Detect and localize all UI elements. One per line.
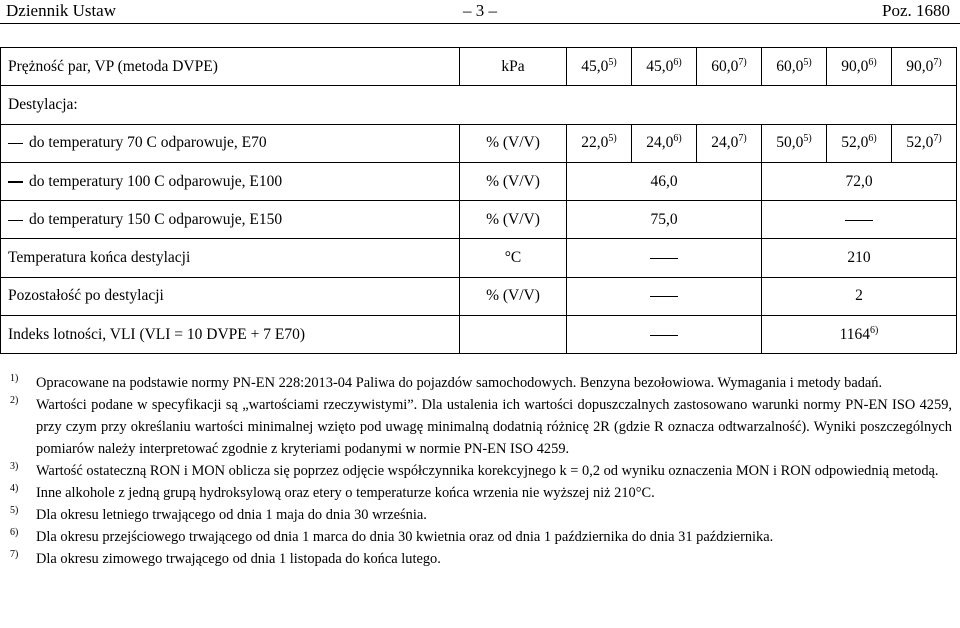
empty-dash xyxy=(650,335,678,336)
empty-dash xyxy=(650,296,678,297)
row-label: do temperatury 70 C odparowuje, E70 xyxy=(1,124,460,162)
value-cell: 75,0 xyxy=(567,201,762,239)
value-cell: 2 xyxy=(762,277,957,315)
footnote-number: 4) xyxy=(10,483,19,494)
footnote-text: Dla okresu letniego trwającego od dnia 1 maja do dnia 30 września. xyxy=(36,507,427,523)
row-unit: % (V/V) xyxy=(460,277,567,315)
footnote-text: Dla okresu przejściowego trwającego od dnia 1 marca do dnia 30 kwietnia oraz od dnia 1 października do dnia 31 października. xyxy=(36,529,774,545)
table-row xyxy=(1,239,957,277)
footnote xyxy=(0,482,960,504)
footnote xyxy=(0,548,960,570)
footnote-number: 3) xyxy=(10,461,19,472)
row-label: Pozostałość po destylacji xyxy=(1,277,460,315)
page-number: – 3 – xyxy=(463,1,497,20)
value-cell: 22,0$^{5)}$ xyxy=(567,124,632,162)
footnotes xyxy=(0,372,960,570)
value-cell: 72,0 xyxy=(762,162,957,200)
footnote-number: 6) xyxy=(10,527,19,538)
row-unit: % (V/V) xyxy=(460,162,567,200)
table-row xyxy=(1,201,957,239)
page-header xyxy=(0,0,960,24)
footnote-text: Dla okresu zimowego trwającego od dnia 1 listopada do końca lutego. xyxy=(36,551,441,567)
footnote-number: 5) xyxy=(10,505,19,516)
value-cell: 24,0$^{7)}$ xyxy=(697,124,762,162)
dash-marker xyxy=(8,181,23,182)
value-cell: 1164$^{6)}$ xyxy=(762,316,957,354)
table-row xyxy=(1,277,957,315)
value-cell: 45,0$^{6)}$ xyxy=(632,48,697,86)
row-unit: kPa xyxy=(460,48,567,86)
journal-title: Dziennik Ustaw xyxy=(6,1,117,20)
row-label: do temperatury 100 C odparowuje, E100 xyxy=(1,162,460,200)
value-cell: 60,0$^{7)}$ xyxy=(697,48,762,86)
value-cell: 52,0$^{7)}$ xyxy=(892,124,957,162)
value-cell: 46,0 xyxy=(567,162,762,200)
value-cell: 210 xyxy=(762,239,957,277)
specification-table xyxy=(0,47,957,354)
value-cell xyxy=(567,239,762,277)
row-unit: % (V/V) xyxy=(460,201,567,239)
value-cell xyxy=(567,316,762,354)
dash-marker xyxy=(8,220,23,221)
value-cell: 60,0$^{5)}$ xyxy=(762,48,827,86)
value-cell xyxy=(762,201,957,239)
row-label: Temperatura końca destylacji xyxy=(1,239,460,277)
table-row xyxy=(1,124,957,162)
empty-dash xyxy=(650,258,678,259)
footnote-text: Inne alkohole z jedną grupą hydroksylową oraz etery o temperaturze końca wrzenia nie wyższej niż 210°C. xyxy=(36,485,655,501)
table-row xyxy=(1,86,957,124)
empty-dash xyxy=(845,220,873,221)
footnote xyxy=(0,526,960,548)
footnote xyxy=(0,460,960,482)
footnote-number: 2) xyxy=(10,395,19,406)
footnote xyxy=(0,372,960,394)
row-unit: % (V/V) xyxy=(460,124,567,162)
table-row xyxy=(1,48,957,86)
row-unit xyxy=(460,316,567,354)
row-label: Prężność par, VP (metoda DVPE) xyxy=(1,48,460,86)
dash-marker xyxy=(8,143,23,144)
footnote-text: Opracowane na podstawie normy PN-EN 228:2013-04 Paliwa do pojazdów samochodowych. Benzyna bezołowiowa. Wymagania i metody badań. xyxy=(36,375,883,391)
section-label: Destylacja: xyxy=(1,86,957,124)
footnote xyxy=(0,504,960,526)
value-cell: 45,0$^{5)}$ xyxy=(567,48,632,86)
row-label: do temperatury 150 C odparowuje, E150 xyxy=(1,201,460,239)
header-rule xyxy=(0,23,960,24)
footnote-text: Wartości podane w specyfikacji są „wartościami rzeczywistymi”. Dla ustalenia ich wartości dopuszczalnych zastosowano warunki normy PN-EN ISO 4259, przy czym przy określaniu wartości minimalnej wzięto pod uwagę minimalną dodatnią różnicę 2R (gdzie R oznacza odtwarzalność). Wyniki poszczególnych pomiarów należy interpretować zgodnie z kryteriami podanymi w normie PN-EN ISO 4259. xyxy=(36,397,952,457)
value-cell: 50,0$^{5)}$ xyxy=(762,124,827,162)
value-cell: 52,0$^{6)}$ xyxy=(827,124,892,162)
value-cell: 90,0$^{6)}$ xyxy=(827,48,892,86)
value-cell xyxy=(567,277,762,315)
footnote xyxy=(0,394,960,460)
table-row xyxy=(1,162,957,200)
footnote-text: Wartość ostateczną RON i MON oblicza się poprzez odjęcie współczynnika korekcyjnego k = 0,2 od wyniku oznaczenia MON i RON odpowiednią metodą. xyxy=(36,463,939,479)
value-cell: 24,0$^{6)}$ xyxy=(632,124,697,162)
row-unit: °C xyxy=(460,239,567,277)
footnote-number: 7) xyxy=(10,549,19,560)
footnote-number: 1) xyxy=(10,373,19,384)
row-label: Indeks lotności, VLI (VLI = 10 DVPE + 7 E70) xyxy=(1,316,460,354)
position-number: Poz. 1680 xyxy=(882,1,950,20)
value-cell: 90,0$^{7)}$ xyxy=(892,48,957,86)
table-row xyxy=(1,316,957,354)
